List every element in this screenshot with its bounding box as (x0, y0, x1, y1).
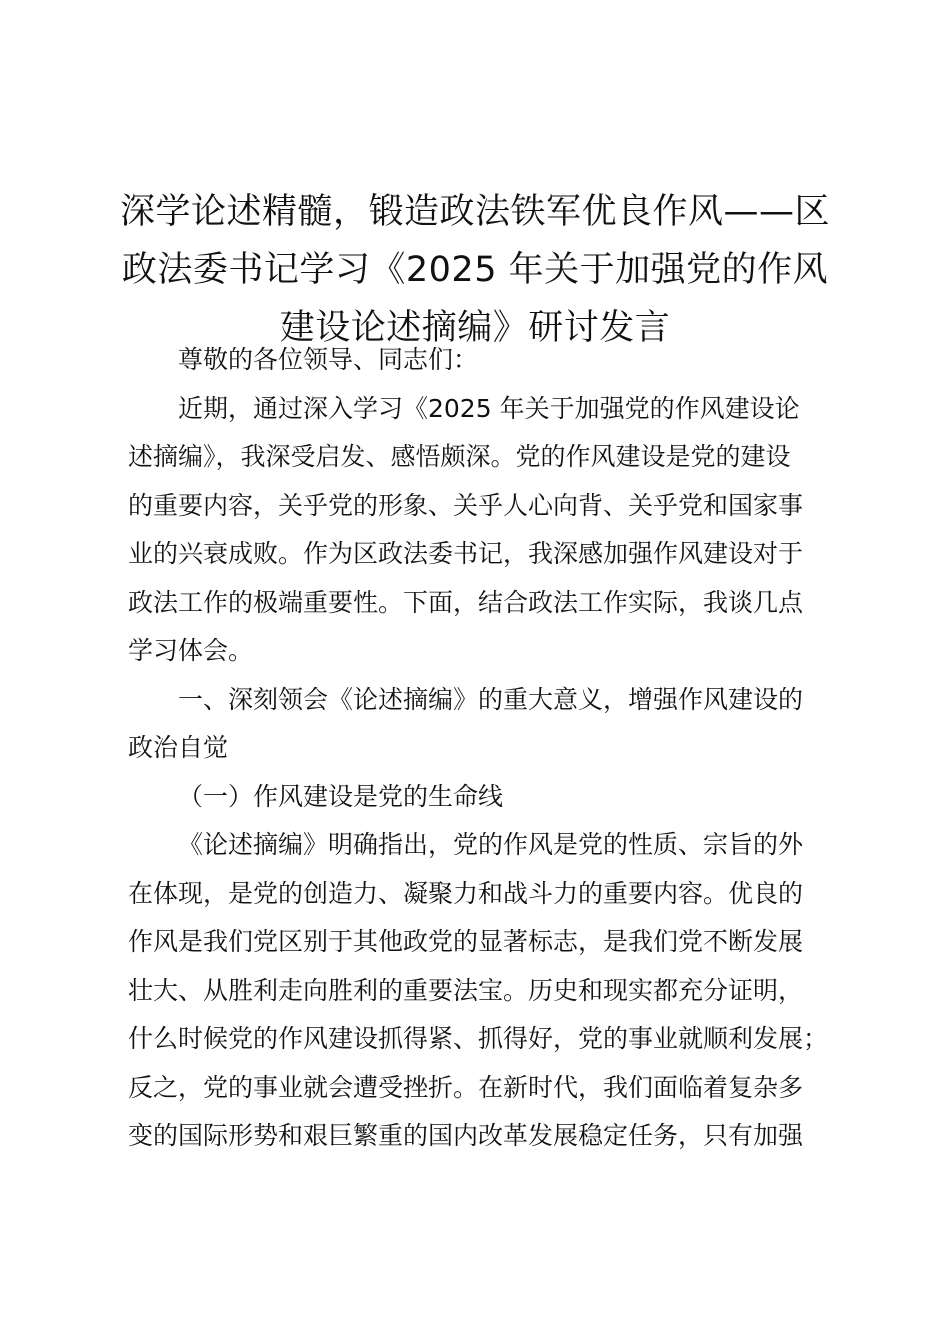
paragraph-line: 近期，通过深入学习《2025 年关于加强党的作风建设论 (178, 393, 800, 423)
section-heading: 政治自觉 (128, 733, 229, 762)
paragraph-line: 在体现，是党的创造力、凝聚力和战斗力的重要内容。优良的 (128, 878, 804, 908)
document-title (118, 183, 832, 357)
title-line: 建设论述摘编》研讨发言 (279, 308, 671, 348)
paragraph-line: 述摘编》，我深受启发、感悟颇深。党的作风建设是党的建设 (128, 442, 791, 471)
paragraph-line: 业的兴衰成败。作为区政法委书记，我深感加强作风建设对于 (128, 539, 804, 568)
title-line: 深学论述精髓，锻造政法铁军优良作风——区 (119, 192, 830, 232)
paragraph-line: 《论述摘编》明确指出，党的作风是党的性质、宗旨的外 (178, 830, 804, 859)
document-body (128, 336, 832, 1161)
salutation: 尊敬的各位领导、同志们： (178, 345, 479, 374)
paragraph-line: 作风是我们党区别于其他政党的显著标志，是我们党不断发展 (128, 927, 804, 956)
paragraph-line: 学习体会。 (128, 636, 254, 665)
paragraph-line: 反之，党的事业就会遭受挫折。在新时代，我们面临着复杂多 (128, 1072, 804, 1102)
section-heading: 一、深刻领会《论述摘编》的重大意义，增强作风建设的 (178, 684, 804, 714)
title-line: 政法委书记学习《2025 年关于加强党的作风 (121, 250, 829, 290)
paragraph-line: 什么时候党的作风建设抓得紧、抓得好，党的事业就顺利发展； (128, 1024, 829, 1053)
subsection-heading: （一）作风建设是党的生命线 (178, 781, 504, 811)
paragraph-line: 变的国际形势和艰巨繁重的国内改革发展稳定任务，只有加强 (128, 1121, 804, 1150)
paragraph-line: 壮大、从胜利走向胜利的重要法宝。历史和现实都充分证明， (128, 975, 804, 1005)
paragraph-line: 政法工作的极端重要性。下面，结合政法工作实际，我谈几点 (128, 587, 804, 617)
paragraph-line: 的重要内容，关乎党的形象、关乎人心向背、关乎党和国家事 (128, 490, 804, 520)
